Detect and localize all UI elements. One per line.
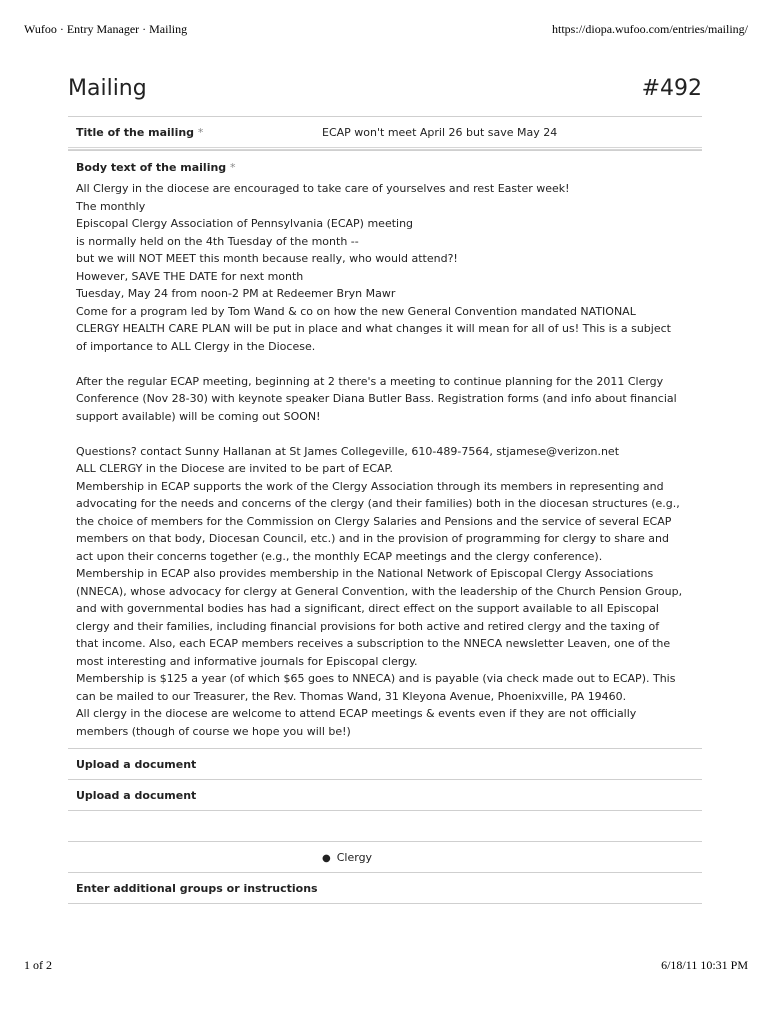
entry-detail [68, 76, 702, 904]
divider [68, 903, 702, 904]
field-additional-groups [68, 872, 702, 903]
field-label [68, 126, 322, 139]
field-title-of-mailing [68, 116, 702, 150]
field-upload-document-2 [68, 779, 702, 810]
field-label: Upload a document [76, 757, 197, 771]
print-header-url: https://diopa.wufoo.com/entries/mailing/ [552, 22, 748, 36]
required-marker: * [197, 125, 204, 139]
group-item: Clergy [336, 850, 373, 864]
bullet-icon: ● [322, 852, 331, 864]
field-label: Upload a document [76, 788, 197, 802]
form-title: Mailing [68, 76, 147, 101]
field-label [76, 161, 694, 174]
field-empty-spacer [68, 810, 702, 841]
field-value [322, 851, 702, 864]
entry-header [68, 76, 702, 116]
field-upload-document-1 [68, 748, 702, 779]
print-timestamp: 6/18/11 10:31 PM [661, 958, 748, 972]
page-number: 1 of 2 [24, 958, 52, 972]
print-footer [24, 958, 748, 973]
field-label-text: Body text of the mailing [76, 161, 227, 174]
field-value: ECAP won't meet April 26 but save May 24 [322, 125, 558, 139]
required-marker: * [230, 161, 236, 174]
field-label-text: Title of the mailing [76, 125, 195, 139]
print-header [24, 22, 748, 37]
entry-id: #492 [641, 76, 702, 101]
field-label: Enter additional groups or instructions [76, 881, 318, 895]
body-text-value: All Clergy in the diocese are encouraged to take care of yourselves and rest Easter week! The monthly Episcopal Clergy Association of Pennsylvania (ECAP) meeting is normally held on the 4th Tuesday of the month -- but we will NOT MEET this month because really, who would attend?! However, SAVE THE DATE for next month Tuesday, May 24 from noon-2 PM at Redeemer Bryn Mawr Come for a program led by Tom Wand & co on how the new General Convention mandated NATIONAL CLERGY HEALTH CARE PLAN will be put in place and what changes it will mean for all of us! This is a subject of importance to ALL Clergy in the Diocese. After the regular ECAP meeting, beginning at 2 there's a meeting to continue planning for the 2011 Clergy Conference (Nov 28-30) with keynote speaker Diana Butler Bass. Registration forms (and info about financial support available) will be coming out SOON! Questions? contact Sunny Hallanan at St James Collegeville, 610-489-7564, stjamese@verizon.net ALL CLERGY in the Diocese are invited to be part of ECAP. Membership in ECAP supports the work of the Clergy Association through its members in representing and advocating for the needs and concerns of the clergy (and their families) both in the diocesan structures (e.g., the choice of members for the Commission on Clergy Salaries and Pensions and the service of several ECAP members on that body, Diocesan Council, etc.) and in the provision of programming for clergy to share and act upon their concerns together (e.g., the monthly ECAP meetings and the clergy conference). Membership in ECAP also provides membership in the National Network of Episcopal Clergy Associations (NNECA), whose advocacy for clergy at General Convention, with the leadership of the Church Pension Group, and with governmental bodies has had a significant, direct effect on the support available to all Episcopal clergy and their families, including financial provisions for both active and retired clergy and the taxing of that income. Also, each ECAP members receives a subscription to the NNECA newsletter Leaven, one of the most interesting and informative journals for Episcopal clergy. Membership is $125 a year (of which $65 goes to NNECA) and is payable (via check made out to ECAP). This can be mailed to our Treasurer, the Rev. Thomas Wand, 31 Kleyona Avenue, Phoenixville, PA 19460. All clergy in the diocese are welcome to attend ECAP meetings & events even if they are not officially members (though of course we hope you will be!) [76, 182, 683, 738]
field-body-text [68, 150, 702, 748]
print-header-title: Wufoo · Entry Manager · Mailing [24, 22, 188, 36]
field-groups [68, 841, 702, 872]
